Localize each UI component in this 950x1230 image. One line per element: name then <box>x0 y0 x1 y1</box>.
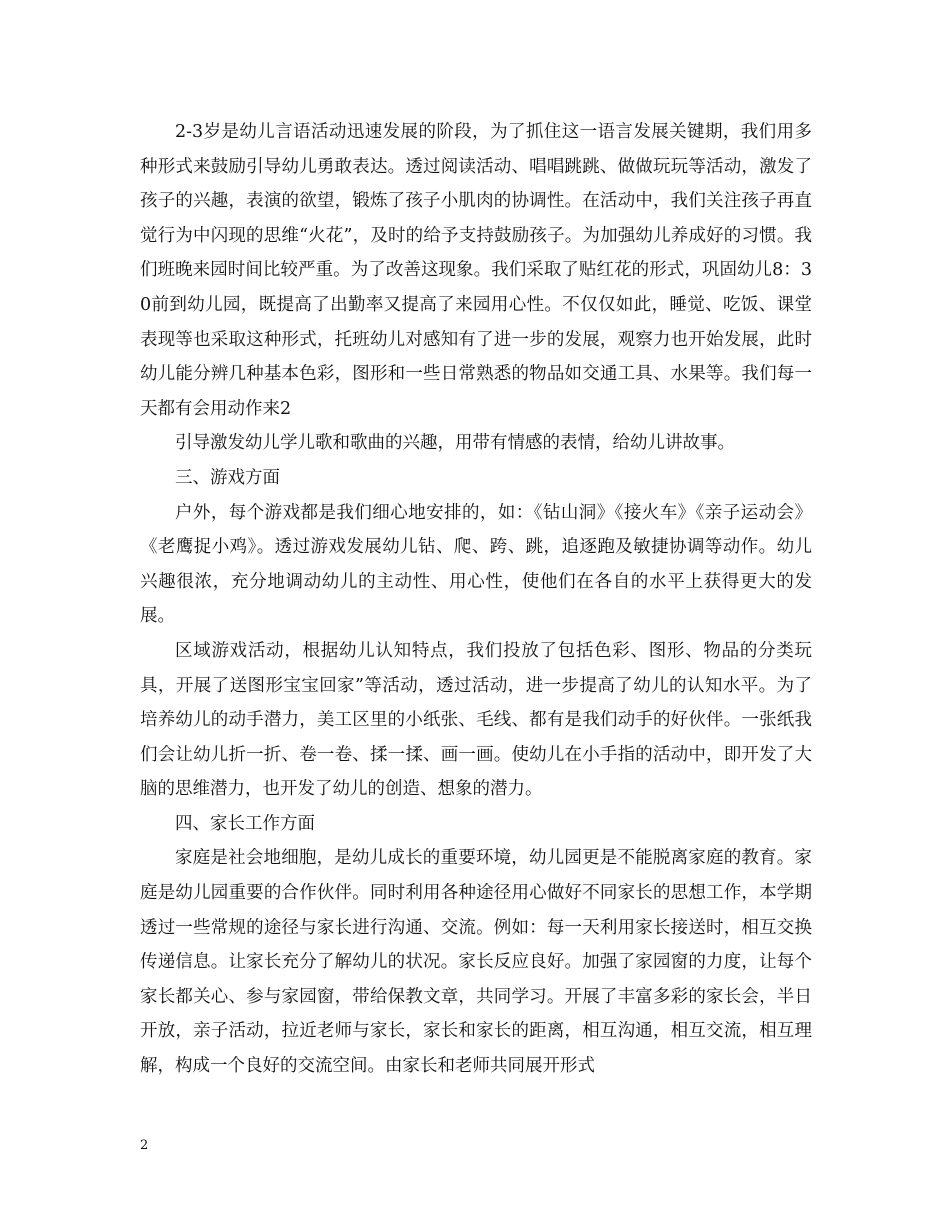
paragraph-parent-work: 家庭是社会地细胞，是幼儿成长的重要环境，幼儿园更是不能脱离家庭的教育。家庭是幼儿园重要的合作伙伴。同时利用各种途径用心做好不同家长的思想工作，本学期透过一些常规的途径与家长进行沟通、交流。例如：每一天利用家长接送时，相互交换传递信息。让家长充分了解幼儿的状况。家长反应良好。加强了家园窗的力度，让每个家长都关心、参与家园窗，带给保教文章，共同学习。开展了丰富多彩的家长会，半日开放，亲子活动，拉近老师与家长，家长和家长的距离，相互沟通，相互交流，相互理解，构成一个良好的交流空间。由家长和老师共同展开形式 <box>140 848 812 1077</box>
section-heading-games: 三、游戏方面 <box>175 467 280 488</box>
section-heading-parents: 四、家长工作方面 <box>175 813 315 834</box>
paragraph-outdoor-games: 户外，每个游戏都是我们细心地安排的，如：《钻山洞》《接火车》《亲子运动会》《老鹰捉小鸡》。透过游戏发展幼儿钻、爬、跨、跳，追逐跑及敏捷协调等动作。幼儿兴趣很浓，充分地调动幼儿的主动性、用心性，使他们在各自的水平上获得更大的发展。 <box>140 502 812 627</box>
document-body <box>140 115 812 1084</box>
paragraph-language-development: 2-3岁是幼儿言语活动迅速发展的阶段，为了抓住这一语言发展关键期，我们用多种形式来鼓励引导幼儿勇敢表达。透过阅读活动、唱唱跳跳、做做玩玩等活动，激发了孩子的兴趣，表演的欲望，锻炼了孩子小肌肉的协调性。在活动中，我们关注孩子再直觉行为中闪现的思维“火花”，及时的给予支持鼓励孩子。为加强幼儿养成好的习惯。我们班晚来园时间比较严重。为了改善这现象。我们采取了贴红花的形式，巩固幼儿8：30前到幼儿园，既提高了出勤率又提高了来园用心性。不仅仅如此，睡觉、吃饭、课堂表现等也采取这种形式，托班幼儿对感知有了进一步的发展，观察力也开始发展，此时幼儿能分辨几种基本色彩，图形和一些日常熟悉的物品如交通工具、水果等。我们每一天都有会用动作来2 <box>140 122 812 419</box>
paragraph-area-games: 区域游戏活动，根据幼儿认知特点，我们投放了包括色彩、图形、物品的分类玩具，开展了送图形宝宝回家”等活动，透过活动，进一步提高了幼儿的认知水平。为了培养幼儿的动手潜力，美工区里的小纸张、毛线、都有是我们动手的好伙伴。一张纸我们会让幼儿折一折、卷一卷、揉一揉、画一画。使幼儿在小手指的活动中，即开发了大脑的思维潜力，也开发了幼儿的创造、想象的潜力。 <box>140 640 812 800</box>
paragraph-guidance: 引导激发幼儿学儿歌和歌曲的兴趣，用带有情感的表情，给幼儿讲故事。 <box>175 433 735 454</box>
page-number: 2 <box>140 1138 149 1153</box>
